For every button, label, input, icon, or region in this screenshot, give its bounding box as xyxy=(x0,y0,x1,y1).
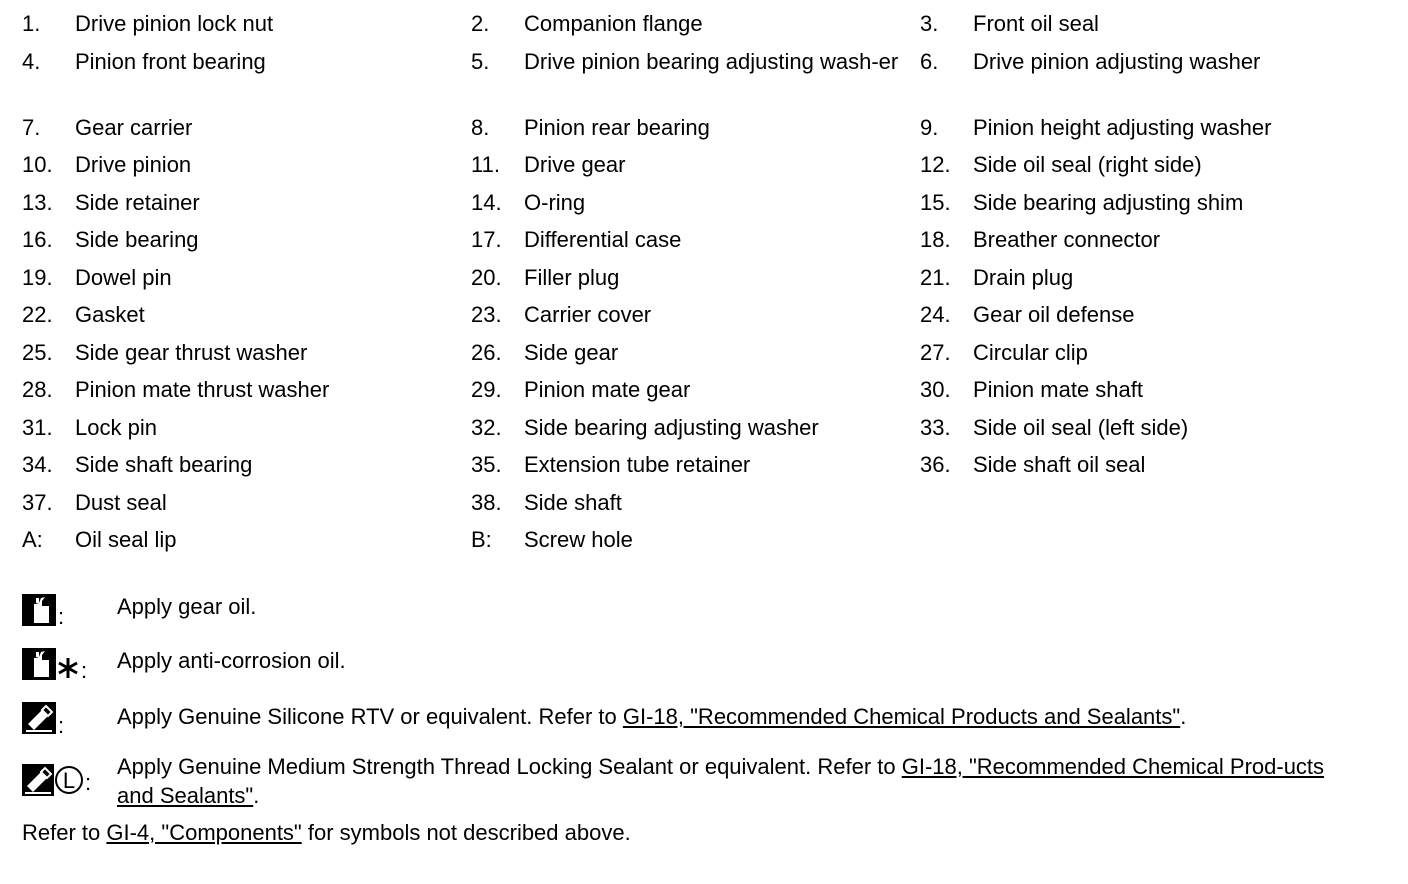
part-name: Side oil seal (right side) xyxy=(973,152,1202,177)
legend-text-after: . xyxy=(253,783,260,808)
legend-text xyxy=(117,752,1362,810)
gi-18-reference-link[interactable]: GI-18, "Recommended Chemical Products and Sealants" xyxy=(622,704,1181,729)
parts-row xyxy=(22,10,1382,48)
parts-row xyxy=(22,526,1382,564)
part-name: Differential case xyxy=(524,227,682,252)
gi-4-components-link[interactable]: GI-4, "Components" xyxy=(106,820,302,845)
part-name: Side gear thrust washer xyxy=(75,339,308,365)
part-name: Filler plug xyxy=(524,264,620,290)
part-name: Extension tube retainer xyxy=(524,452,751,477)
part-number: 17. xyxy=(471,227,502,252)
part-name: Side bearing adjusting shim xyxy=(973,189,1244,215)
part-name: Circular clip xyxy=(973,339,1088,365)
part-number: 30. xyxy=(920,377,951,402)
part-number: 12. xyxy=(920,152,951,177)
part-number: 27. xyxy=(920,339,951,365)
parts-row xyxy=(22,226,1382,264)
part-number: 24. xyxy=(920,302,951,327)
part-number: 32. xyxy=(471,414,502,440)
legend-text-before: Apply Genuine Medium Strength Thread Locking Sealant or equivalent. Refer to xyxy=(117,754,902,779)
parts-row xyxy=(22,414,1382,452)
oil-can-icon xyxy=(22,592,66,632)
part-name: Drive pinion adjusting washer xyxy=(973,48,1261,74)
oil-can-anticorrosion-icon xyxy=(22,646,94,686)
part-name: Pinion height adjusting washer xyxy=(973,114,1272,140)
parts-row xyxy=(22,489,1382,527)
svg-text::: : xyxy=(58,604,65,628)
part-number: 38. xyxy=(471,489,502,515)
part-number: 26. xyxy=(471,339,502,365)
part-number: 31. xyxy=(22,414,53,440)
part-number: 14. xyxy=(471,189,502,215)
part-name: Side bearing adjusting washer xyxy=(524,414,819,440)
part-name: O-ring xyxy=(524,189,586,215)
part-name: Dust seal xyxy=(75,489,167,515)
footer-note xyxy=(22,818,631,847)
part-name: Carrier cover xyxy=(524,302,652,327)
svg-text::: : xyxy=(85,770,92,795)
footer-text-after: for symbols not described above. xyxy=(301,820,631,845)
parts-row xyxy=(22,339,1382,377)
part-name: Pinion mate thrust washer xyxy=(75,377,330,402)
part-number: 5. xyxy=(471,48,490,74)
part-number: 28. xyxy=(22,377,53,402)
part-number: 21. xyxy=(920,264,951,290)
part-number: 35. xyxy=(471,452,502,477)
part-number: 20. xyxy=(471,264,502,290)
part-number: 37. xyxy=(22,489,53,515)
part-number: 15. xyxy=(920,189,951,215)
parts-row xyxy=(22,376,1382,414)
part-name: Drive pinion xyxy=(75,152,192,177)
parts-row xyxy=(22,189,1382,227)
sealant-tube-icon xyxy=(22,702,66,742)
part-number: 36. xyxy=(920,452,951,477)
part-number: 13. xyxy=(22,189,53,215)
svg-text:L: L xyxy=(62,768,76,793)
part-name: Side shaft xyxy=(524,489,622,515)
part-name: Breather connector xyxy=(973,227,1161,252)
part-number: 11. xyxy=(471,152,500,177)
part-number: 16. xyxy=(22,227,53,252)
parts-row xyxy=(22,264,1382,302)
part-number: 33. xyxy=(920,414,951,440)
part-number: 2. xyxy=(471,11,490,36)
part-name: Gear carrier xyxy=(75,114,193,140)
parts-row xyxy=(22,151,1382,189)
legend-text-before: Apply anti-corrosion oil. xyxy=(117,648,346,673)
part-number: 3. xyxy=(920,11,939,36)
part-name: Side oil seal (left side) xyxy=(973,414,1189,440)
parts-row xyxy=(22,114,1382,152)
footer-text-before: Refer to xyxy=(22,820,107,845)
part-number: 6. xyxy=(920,48,939,74)
part-name: Side retainer xyxy=(75,189,200,215)
part-name: Pinion mate gear xyxy=(524,377,691,402)
part-number: 18. xyxy=(920,227,951,252)
part-number: 4. xyxy=(22,48,41,74)
part-name: Side shaft bearing xyxy=(75,452,253,477)
parts-row xyxy=(22,48,1382,114)
part-number: 19. xyxy=(22,264,53,290)
part-number: 25. xyxy=(22,339,53,365)
legend-text xyxy=(117,646,1362,675)
legend-text-before: Apply gear oil. xyxy=(117,594,257,619)
part-name: Pinion front bearing xyxy=(75,48,266,74)
part-name: Pinion mate shaft xyxy=(973,377,1143,402)
part-name: Screw hole xyxy=(524,527,633,552)
parts-row xyxy=(22,451,1382,489)
svg-text::: : xyxy=(58,713,65,738)
part-name: Oil seal lip xyxy=(75,527,177,552)
part-number: 23. xyxy=(471,302,502,327)
gi-18-reference-link[interactable]: GI-18, "Recommended Chemical Prod-ucts and Sealants" xyxy=(117,754,1325,808)
part-number: A: xyxy=(22,527,43,552)
part-number: 8. xyxy=(471,114,490,140)
part-name: Drain plug xyxy=(973,264,1074,290)
part-name: Front oil seal xyxy=(973,11,1099,36)
part-name: Drive pinion bearing adjusting wash-er xyxy=(524,48,899,74)
part-number: B: xyxy=(471,527,492,552)
part-number: 10. xyxy=(22,152,53,177)
part-name: Gear oil defense xyxy=(973,302,1135,327)
parts-list xyxy=(22,10,1382,564)
svg-text::: : xyxy=(81,658,88,682)
part-name: Side bearing xyxy=(75,227,199,252)
part-name: Pinion rear bearing xyxy=(524,114,710,140)
part-name: Lock pin xyxy=(75,414,157,440)
thread-locking-sealant-icon xyxy=(22,760,98,800)
part-name: Drive pinion lock nut xyxy=(75,11,274,36)
part-name: Companion flange xyxy=(524,11,703,36)
legend-text xyxy=(117,702,1362,731)
part-number: 22. xyxy=(22,302,53,327)
part-number: 7. xyxy=(22,114,41,140)
legend-text xyxy=(117,592,1362,621)
legend-text-before: Apply Genuine Silicone RTV or equivalent. Refer to xyxy=(117,704,623,729)
part-name: Gasket xyxy=(75,302,145,327)
part-number: 1. xyxy=(22,11,41,36)
part-number: 34. xyxy=(22,452,53,477)
legend-text-after: . xyxy=(1180,704,1187,729)
parts-row xyxy=(22,301,1382,339)
part-number: 9. xyxy=(920,114,939,140)
part-name: Drive gear xyxy=(524,152,626,177)
part-name: Side shaft oil seal xyxy=(973,452,1146,477)
part-number: 29. xyxy=(471,377,502,402)
part-name: Side gear xyxy=(524,339,619,365)
part-name: Dowel pin xyxy=(75,264,172,290)
